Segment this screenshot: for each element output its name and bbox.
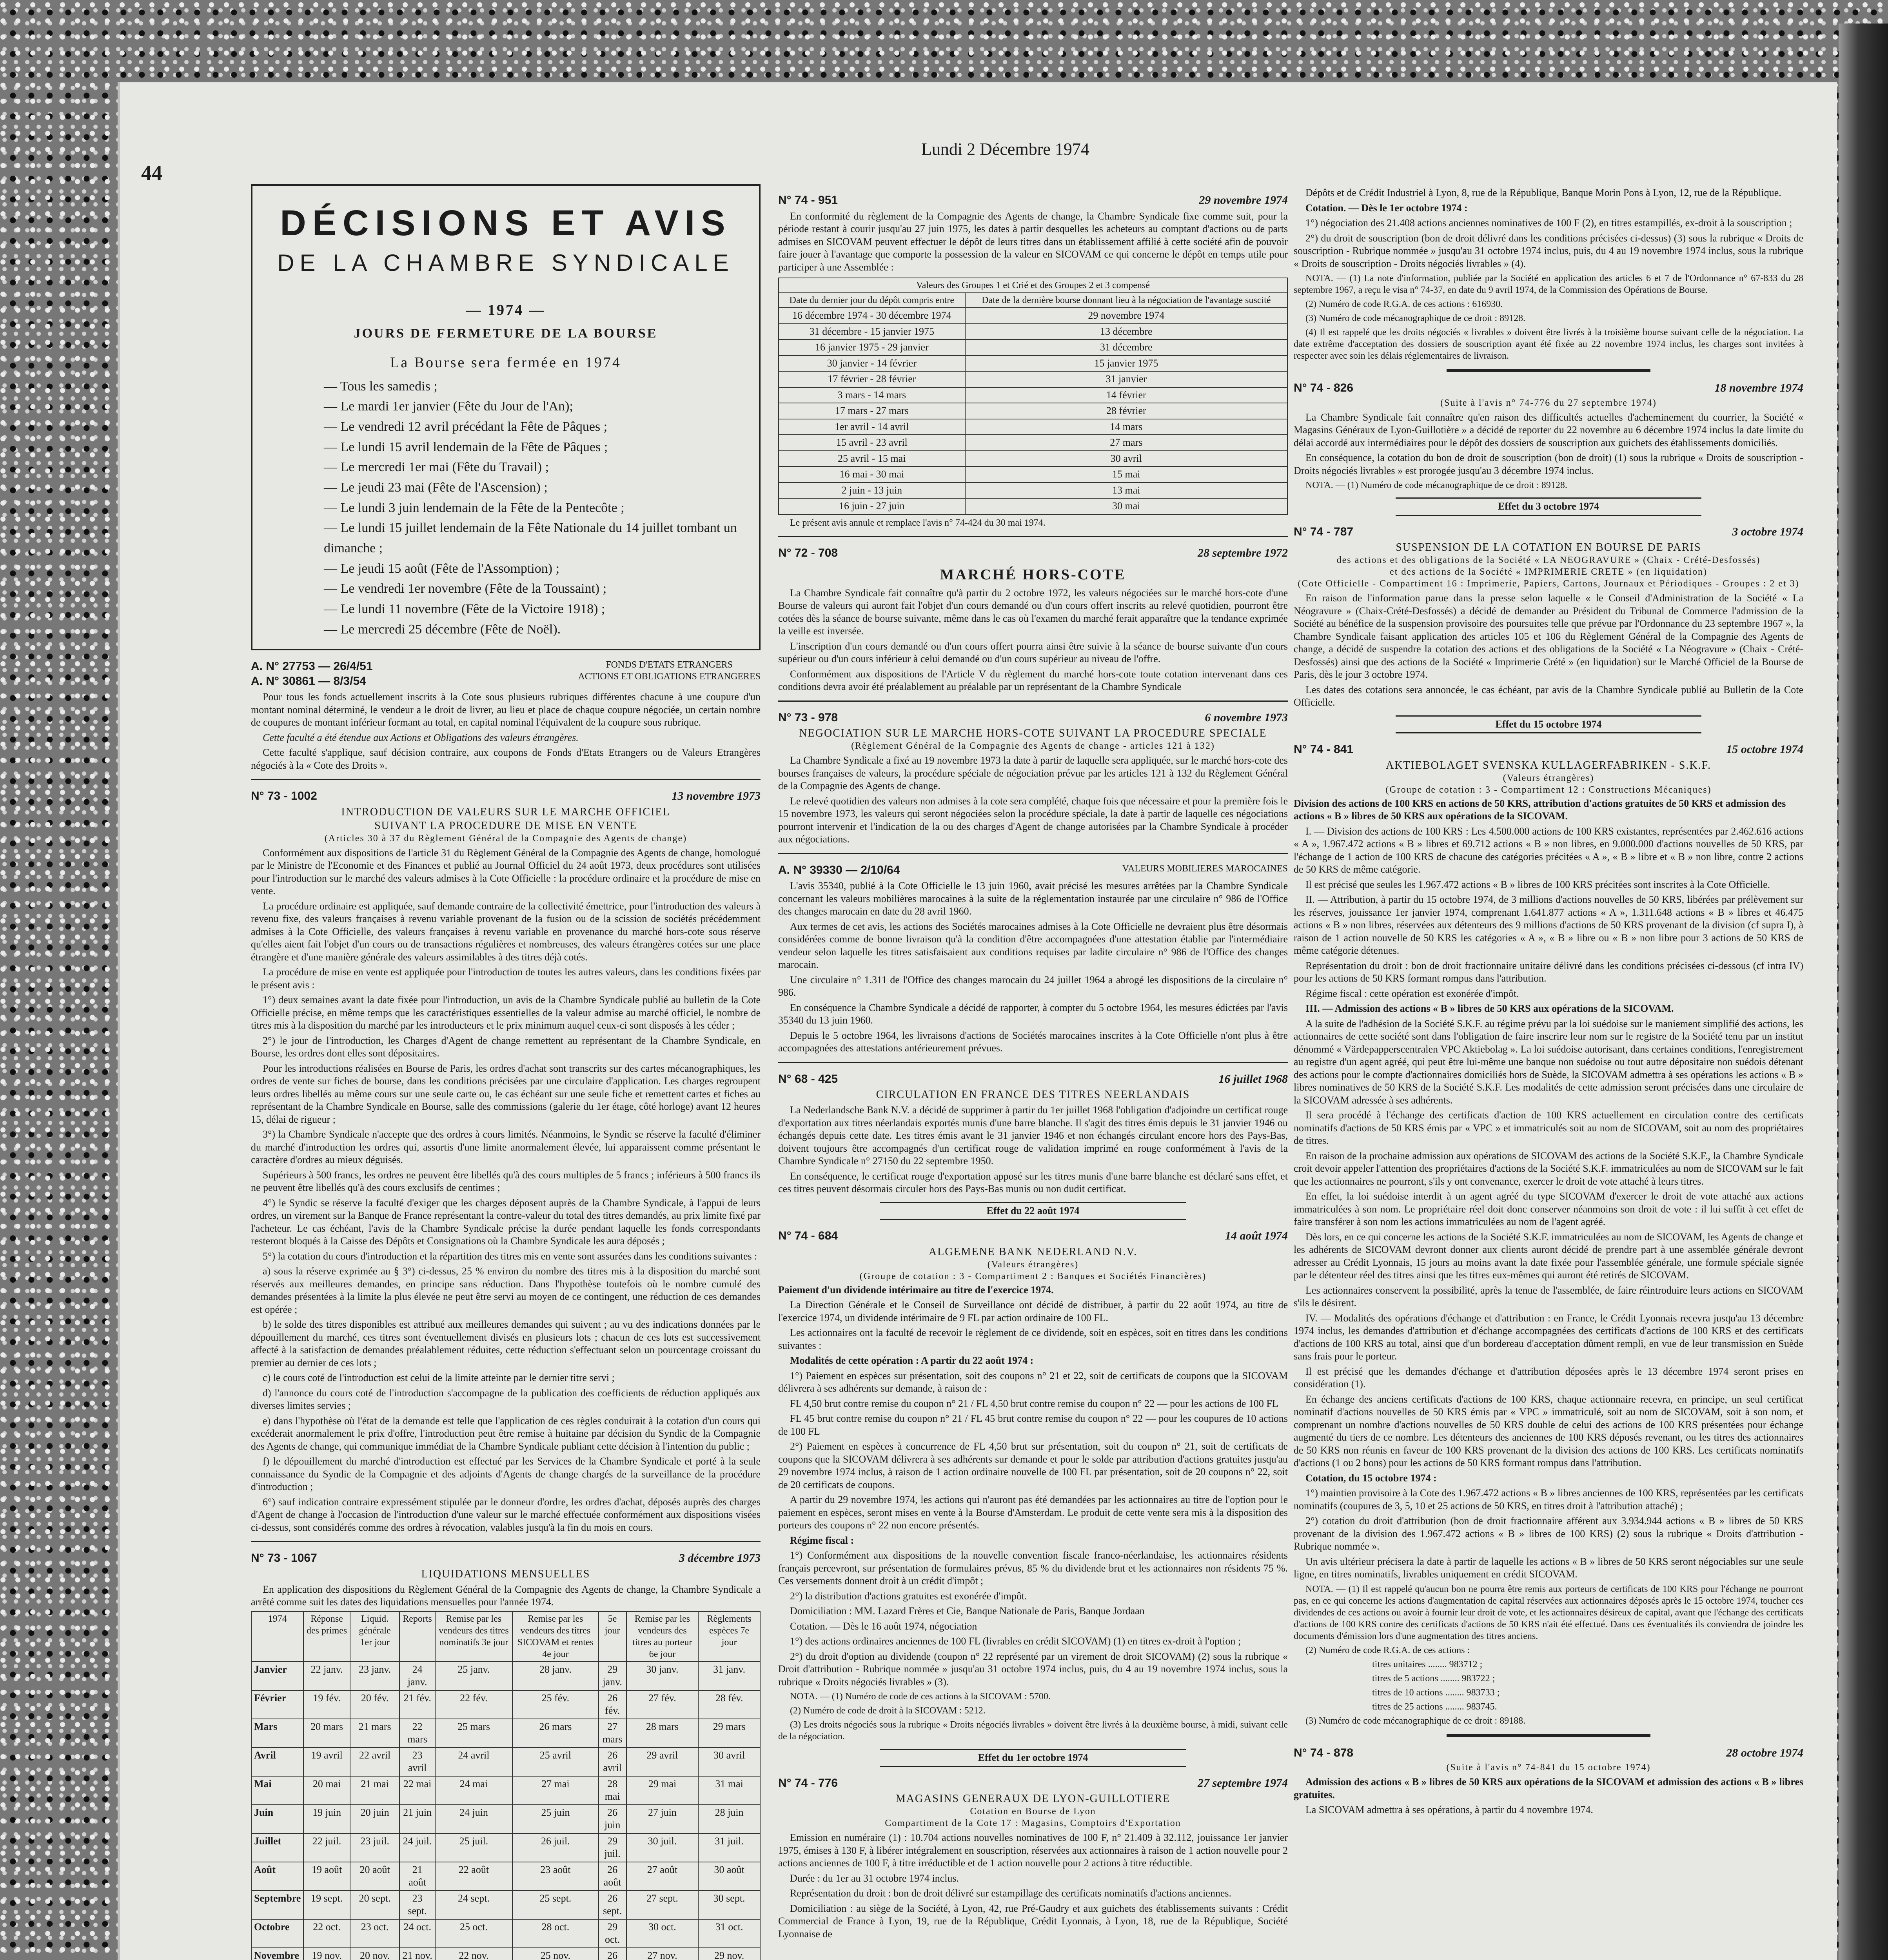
table-cell: 27 mai (512, 1776, 599, 1805)
column-middle: N° 74 - 951 29 novembre 1974 En conformité du règlement de la Compagnie des Agents de change, la Chambre Syndicale fixe comme suit, pour la période restant à courir jusqu'au 27 juin 1975, les dates à partir desquelles les acheteurs au comptant d'actions ou de parts admises en SICOVAM peuvent effectuer le dépôt de leurs titres dans un établissement affilié à cette société afin de pouvoir faire jouer à l'avantage que comporte la possession de la valeur en SICOVAM ce qui concerne le dépôt en temps utile pour participer à une Assemblée : Valeurs des Groupes 1 et Crié et des Groupes 2 et 3 compensé Date du dernier jour du dépôt compris entre Date de la dernière bourse donnant lieu à la négociation de l'avantage suscité 16 décembre 1974 - 30 décembre 1974 29 novembre 1974 31 décembre - 15 janvier 1975 13 décembre 16 janvier 1975 - 29 janvier 31 décembre 30 janvier - 14 février 15 janvier 1975 17 février - 28 février 31 janvier 3 mars - 14 mars 14 février 17 mars - 27 mars 28 février 1er avril - 14 avril 14 mars 15 avril - 23 avril 27 mars 25 avril - 15 mai 30 avril 16 mai - 30 mai 15 mai 2 juin - 13 juin 13 mai 16 juin - 27 juin 30 mai Le présent avis annule et remplace l'avis n° 74-424 du 30 mai 1974. N° 72 - 708 28 septembre 1972 MARCHÉ HORS-COTE La Chambre Syndicale fait connaître qu'à partir du 2 octobre 1972, les valeurs négociées sur le marché hors-cote d'une Bourse de valeurs qui auront fait l'objet d'un cours demandé ou d'un cours offert inscrits au relevé quotidien, pourront être cotées dès la séance de bourse suivante, même dans le cas où l'examen du marché ferait apparaître que la tendance exprimée la veille est inversée. L'inscription d'un cours demandé ou d'un cours offert pourra ainsi être suivie à la séance de bourse suivante d'un cours supérieur ou d'un cours inférieur à celui demandé ou d'un cours supérieur au niveau de l'offre. Conformément aux dispositions de l'Article V du règlement du marché hors-cote toute cotation intervenant dans ces conditions devra avoir été préalablement au préalable par un représentant de la Chambre Syndicale N° 73 - 978 6 novembre 1973 NEGOCIATION SUR LE MARCHE HORS-COTE SUIVANT LA PROCEDURE SPECIALE (Règlement Général de la Compagnie des Agents de change - articles 121 à 132) La Chambre Syndicale a fixé au 19 novembre 1973 la date à partir de laquelle sera appliquée, sur le marché hors-cote des bourses françaises de valeurs, la procédure spéciale de négociation prévue par les articles 121 à 132 du Règlement Général de la Compagnie des Agents de change. Le relevé quotidien des valeurs non admises à la cote sera complété, chaque fois que nécessaire et pour la première fois le 15 novembre 1973, les valeurs qui seront négociées selon la procédure spéciale, la date à partir de laquelle ces négociations pourront intervenir et l'indication de la ou des charges d'Agent de change autorisées par la Chambre Syndicale à procéder aux négociations. A. N° 39330 — 2/10/64 VALEURS MOBILIERES MAROCAINES L'avis 35340, publié à la Cote Officielle le 13 juin 1960, avait précisé les mesures arrêtées par la Chambre Syndicale concernant les valeurs mobilières marocaines à la suite de la réglementation instaurée par une circulaire n° 986 de l'Office des changes marocain en date du 28 avril 1960. Aux termes de cet avis, les actions des Sociétés marocaines admises à la Cote Officielle ne devraient plus être désormais considérées comme de bonne livraison qu'à la condition d'être accompagnées d'une attestation établie par l'intermédiaire vendeur selon laquelle les titres satisfaisaient aux conditions requises par ladite circulaire n° 986 de l'Office des changes marocain. Une circulaire n° 1.311 de l'Office des changes marocain du 24 juillet 1964 a abrogé les dispositions de la circulaire n° 986. En conséquence la Chambre Syndicale a décidé de rapporter, à compter du 5 octobre 1964, les mesures édictées par l'avis 35340 du 13 juin 1960. Depuis le 5 octobre 1964, les livraisons d'actions de Sociétés marocaines inscrites à la Cote Officielle n'ont plus à être accompagnées des attestations antérieurement prévues. N° 68 - 425 16 juillet 1968 CIRCULATION EN FRANCE DES TITRES NEERLANDAIS La Nederlandsche Bank N.V. a décidé de supprimer à partir du 1er juillet 1968 l'obligation d'adjoindre un certificat rouge d'exportation aux titres néerlandais exportés munis d'une barre blanche. Il s'agit des titres émis depuis le 31 janvier 1946 ou échangés depuis cette date. Les titres émis avant le 31 janvier 1946 et non échangés circulant encore hors des Pays-Bas, doivent toujours être accompagnés d'un certificat rouge de validation imprimé en rouge conformément à l'avis de la Chambre Syndicale n° 27150 du 22 septembre 1950. En conséquence, le certificat rouge d'exportation apposé sur les titres munis d'une barre blanche est déclaré sans effet, et ces titres peuvent désormais circuler hors des Pays-Bas munis ou non dudit certificat. Effet du 22 août 1974 N° 74 - 684 14 août 1974 ALGEMENE BANK NEDERLAND N.V. (Valeurs étrangères) (Groupe de cotation : 3 - Compartiment 2 : Banques et Sociétés Financières) Paiement d'un dividende intérimaire au titre de l'exercice 1974. La Direction Générale et le Conseil de Surveillance ont décidé de distribuer, à partir du 22 août 1974, au titre de l'exercice 1974, un dividende intérimaire de 9 FL par action ordinaire de 100 FL. Les actionnaires ont la faculté de recevoir le règlement de ce dividende, soit en espèces, soit en titres dans les conditions suivantes : Modalités de cette opération : A partir du 22 août 1974 : 1°) Paiement en espèces sur présentation, soit des coupons n° 21 et 22, soit de certificats de coupons que la SICOVAM délivrera à ses adhérents sur demande, à raison de : FL 4,50 brut contre remise du coupon n° 21 / FL 4,50 brut contre remise du coupon n° 22 — pour les actions de 100 FL FL 45 brut contre remise du coupon n° 21 / FL 45 brut contre remise du coupon n° 22 — pour les coupures de 10 actions de 100 FL 2°) Paiement en espèces à concurrence de FL 4,50 brut sur présentation, soit du coupon n° 21, soit de certificats de coupons que la SICOVAM délivrera à ses adhérents sur demande et pour le solde par attribution d'actions gratuites jusqu'au 29 novembre 1974 inclus, à raison de 1 action ordinaire nouvelle de 100 FL par présentation, soit de 20 coupons n° 22, soit de 20 certificats de coupons. A partir du 29 novembre 1974, les actions qui n'auront pas été demandées par les actionnaires au titre de l'option pour le paiement en espèces, seront mises en vente à la Bourse d'Amsterdam. Le produit de cette vente sera mis à la disposition des porteurs des coupons n° 22 non encore présentés. Régime fiscal : 1°) Conformément aux dispositions de la nouvelle convention fiscale franco-néerlandaise, les actionnaires résidents français percevront, sur présentation de formulaires prévus, 85 % du dividende brut et les actionnaires non résidents 75 %. Ces versements donnent droit à un crédit d'impôt ; 2°) la distribution d'actions gratuites est exonérée d'impôt. Domiciliation : MM. Lazard Frères et Cie, Banque Nationale de Paris, Banque Jordaan Cotation. — Dès le 16 août 1974, négociation 1°) des actions ordinaires anciennes de 100 FL (livrables en crédit SICOVAM) (1) en titres ex-droit à l'option ; 2°) du droit d'option au dividende (coupon n° 22 représenté par un virement de droit SICOVAM) (2) sous la rubrique « Droit d'attribution - Rubrique nommée » jusqu'au 31 octobre 1974 inclus, puis, du 4 au 19 novembre 1974 inclus, sous la rubrique « Droits négociés livrables » (3). NOTA. — (1) Numéro de code de ces actions à la SICOVAM : 5700. (2) Numéro de code de droit à la SICOVAM : 5212. (3) Les droits négociés sous la rubrique « Droits négociés livrables » doivent être livrés à la deuxième bourse, à midi, suivant celle de la négociation. Effet du 1er octobre 1974 N° 74 - 776 27 septembre 1974 MAGASINS GENERAUX DE LYON-GUILLOTIERE Cotation en Bourse de Lyon Compartiment de la Cote 17 : Magasins, Comptoirs d'Exportation Emission en numéraire (1) : 10.704 actions nouvelles nominatives de 100 F, n° 21.409 à 32.112, jouissance 1er janvier 1975, émises à 130 F, à libérer intégralement en souscription, réservées aux actionnaires à raison de 1 action nouvelle pour 2 actions anciennes de 100 F, à titre irréductible et de 1 action nouvelle pour 2 actions à titre réductible. Durée : du 1er au 31 octobre 1974 inclus. Représentation du droit : bon de droit délivré sur estampillage des certificats nominatifs d'actions anciennes. Domiciliation : au siège de la Société, à Lyon, 42, rue Pré-Gaudry et aux guichets des établissements suivants : Crédit Commercial de France à Lyon, 19, rue de la République, Crédit Lyonnais, à Lyon, 18, rue de la République, Société Lyonnaise de (778, 194, 1288, 1940)
table-cell: 14 mars (965, 419, 1287, 435)
table-cell: 13 décembre (965, 324, 1287, 340)
page-subtitle: DE LA CHAMBRE SYNDICALE (277, 250, 734, 276)
table-cell: 22 nov. (435, 1948, 512, 1960)
notice-note: Le présent avis annule et remplace l'avis n° 74-424 du 30 mai 1974. (790, 517, 1046, 528)
notice-ref: N° 74 - 776 27 septembre 1974 (778, 1776, 1288, 1789)
table-cell: 26 mars (512, 1719, 599, 1748)
table-cell: 21 fév. (399, 1690, 435, 1719)
table-cell: 28 oct. (512, 1919, 599, 1948)
table-cell: 30 oct. (626, 1919, 699, 1948)
notice-title: SUSPENSION DE LA COTATION EN BOURSE DE PARIS (1396, 541, 1701, 554)
table-cell: 26 fév. (599, 1690, 626, 1719)
table-cell: Janvier (251, 1662, 303, 1690)
table-row (779, 403, 1287, 419)
table-cell: 19 juin (303, 1805, 350, 1833)
book-spine-shadow (1839, 24, 1888, 1960)
effective-date-banner: Effet du 22 août 1974 (880, 1202, 1186, 1220)
table-cell: Juin (251, 1805, 303, 1833)
table-cell: 22 fév. (435, 1690, 512, 1719)
table-row (251, 1805, 760, 1833)
notice-title: MAGASINS GENERAUX DE LYON-GUILLOTIERE (895, 1793, 1171, 1805)
closed-day-item: — Le lundi 15 avril lendemain de la Fête de Pâques ; (324, 437, 750, 457)
notice-ref: N° 74 - 826 18 novembre 1974 (1294, 381, 1803, 394)
closed-day-item: — Le lundi 3 juin lendemain de la Fête de la Pentecôte ; (324, 498, 750, 518)
table-cell: 26 juil. (512, 1833, 599, 1862)
table-cell: Août (251, 1862, 303, 1891)
table-cell: 16 janvier 1975 - 29 janvier (779, 339, 965, 356)
table-cell: 28 janv. (512, 1662, 599, 1690)
table-header-cell: Remise par les vendeurs des titres au porteur 6e jour (626, 1612, 699, 1662)
table-cell: 25 mars (435, 1719, 512, 1748)
table-cell: 20 fév. (350, 1690, 400, 1719)
table-cell: 30 avril (965, 451, 1287, 467)
year-line: — 1974 — (466, 302, 546, 318)
table-cell: 25 juin (512, 1805, 599, 1833)
table-cell: 2 juin - 13 juin (779, 483, 965, 499)
table-cell: 22 avril (350, 1748, 400, 1776)
table-cell: 29 oct. (599, 1919, 626, 1948)
table-cell: 23 sept. (399, 1891, 435, 1919)
page-title: DÉCISIONS ET AVIS (280, 203, 732, 243)
table-cell: 19 avril (303, 1748, 350, 1776)
table-cell: Novembre (251, 1948, 303, 1960)
table-cell: Juillet (251, 1833, 303, 1862)
table-cell: 24 janv. (399, 1662, 435, 1690)
notice-ref: N° 74 - 841 15 octobre 1974 (1294, 743, 1803, 756)
table-cell: 24 juil. (399, 1833, 435, 1862)
table-cell: 30 août (698, 1862, 760, 1891)
notice-body: I. — Division des actions de 100 KRS : Les 4.500.000 actions de 100 KRS existantes, représentées par 2.462.616 actions « A », 1.967.472 actions « B » libres et 69.712 actions « B » non libres, en 9.000.000 d'actions nouvelles de 50 KRS, par l'échange de 1 action de 100 KRS de chacune des catégories précitées « A », « B » libre et « B » non libre, contre 2 actions de 50 KRS de même catégorie. Il est précisé que seules les 1.967.472 actions « B » libres de 100 KRS précitées sont inscrites à la Cote Officielle. II. — Attribution, à partir du 15 octobre 1974, de 3 millions d'actions nouvelles de 50 KRS, libérées par prélèvement sur les réserves, jouissance 1er janvier 1974, comprenant 1.641.877 actions « A », 1.311.648 actions « B » libres et 46.475 actions « B » non libres, réservées aux détenteurs des 9 millions d'actions de 50 KRS provenant de la division (cf supra I), à raison de 1 action nouvelle de 50 KRS les catégories « A », « B » libre ou « B » non libre pour 3 actions de 50 KRS de même catégorie détenues. Représentation du droit : bon de droit fractionnaire unitaire délivré dans les conditions précisées ci-dessous (cf intra IV) pour les actions de 50 KRS formant rompus dans l'attribution. Régime fiscal : cette opération est exonérée d'impôt. III. — Admission des actions « B » libres de 50 KRS aux opérations de la SICOVAM. A la suite de l'adhésion de la Société S.K.F. au régime prévu par la loi suédoise sur le maniement simplifié des actions, les actionnaires de cette société sont dans l'obligation de faire inscrire leur nom sur le registre de la Société tenu par un institut dénommé « Värdepapperscentralen VPC Aktiebolag ». La loi suédoise autorisant, dans certaines conditions, l'enregistrement au registre d'un agent agréé, qui peut être lui-même une banque non suédoise ou tout autre dépositaire non suédois détenant des actions pour le compte d'actionnaires domiciliés hors de Suède, la SICOVAM admettra à ses opérations les actions « B » libres nominatives de 50 KRS de la Société S.K.F. Les modalités de cette admission seront précisées dans une circulaire de la SICOVAM adressée à ses adhérents. Il sera procédé à l'échange des certificats d'action de 100 KRS actuellement en circulation contre des certificats nominatifs d'actions de 50 KRS émis par « VPC » et immatriculés soit au nom de SICOVAM, soit au nom des propriétaires de titres. En raison de la prochaine admission aux opérations de SICOVAM des actions de la Société S.K.F., la Chambre Syndicale croit devoir appeler l'attention des propriétaires d'actions de la Société S.K.F. immatriculées au nom de SICOVAM sur le fait que les actionnaires ne pourront, s'ils y ont convenance, exercer le droit de vote attaché à leurs titres. En effet, la loi suédoise interdit à un agent agréé du type SICOVAM d'exercer le droit de vote attaché aux actions immatriculées à son nom. Le propriétaire réel doit donc conserver néanmoins son droit de vote : il lui suffit à cet effet de faire transférer à son nom les actions immatriculées au nom de l'agent agréé. Dès lors, en ce qui concerne les actions de la Société S.K.F. immatriculées au nom de SICOVAM, les Agents de change et les adhérents de SICOVAM devront donner aux clients auront décidé de prendre part à une assemblée générale devront adresser au Crédit Lyonnais, 15 jours au moins avant la date fixée pour l'assemblée générale, une formule spéciale signée par le détenteur réel des titres ainsi que les titres eux-mêmes qui auront été retirés de SICOVAM. Les actionnaires conservent la possibilité, après la tenue de l'assemblée, de faire réintroduire leurs actions en SICOVAM s'ils le désirent. IV. — Modalités des opérations d'échange et d'attribution : en France, le Crédit Lyonnais recevra jusqu'au 13 décembre 1974 inclus, les demandes d'attribution et d'échange accompagnées des certificats d'actions de 100 KRS et des certificats d'actions de 100 KRS au total, ainsi que d'un bordereau d'acceptation dûment rempli, en vue de leur transmission en Suède sans frais pour le porteur. Il est précisé que les demandes d'échange et d'attribution déposées après le 13 décembre 1974 seront prises en considération (1). En échange des anciens certificats d'actions de 100 KRS, chaque actionnaire recevra, en principe, un seul certificat nominatif d'actions nouvelles de 50 KRS émis par « VPC » immatriculé, soit au nom de SICOVAM, soit à son nom, et comprenant un nombre d'actions nouvelles de 50 KRS double de celui des actions de 100 KRS présentées pour échange augmenté du tiers de ce nombre. Les détenteurs des anciennes de 100 KRS déposés revenant, ou les titres des actionnaires de 50 KRS non réunis en faveur de 100 KRS provenant de la division des actions de 100 KRS. Les certificats nominatifs d'actions (1 ou 2 bons) pour les actions de 50 KRS formant rompus dans l'attribution. (1294, 825, 1803, 1468)
table-cell: 31 janv. (698, 1662, 760, 1690)
table-cell: 21 juin (399, 1805, 435, 1833)
table-cell: Mai (251, 1776, 303, 1805)
table-cell: 24 avril (435, 1748, 512, 1776)
table-row (779, 324, 1287, 340)
table-cell: 30 mai (965, 498, 1287, 514)
table-cell: 29 janv. (599, 1662, 626, 1690)
notice-ref: N° 73 - 1067 3 décembre 1973 (251, 1552, 761, 1565)
notice-paragraph: Cette faculté s'applique, sauf décision contraire, aux coupons de Fonds d'Etats Etrangers ou de Valeurs Etrangères négociés à la « Cote des Droits ». (251, 747, 761, 771)
table-row (251, 1662, 760, 1690)
closed-day-item: — Le lundi 11 novembre (Fête de la Victoire 1918) ; (324, 599, 750, 619)
table-cell: 29 juil. (599, 1833, 626, 1862)
table-cell: 25 avril - 15 mai (779, 451, 965, 467)
notice-ref: A. N° 27753 — 26/4/51 A. N° 30861 — 8/3/54 FONDS D'ETATS ETRANGERS ACTIONS ET OBLIGATIONS ETRANGERES (251, 660, 761, 688)
table-cell: 27 nov. (626, 1948, 699, 1960)
table-cell: Avril (251, 1748, 303, 1776)
table-cell: 31 mai (698, 1776, 760, 1805)
table-row (251, 1690, 760, 1719)
table-cell: 16 mai - 30 mai (779, 466, 965, 483)
closing-intro: La Bourse sera fermée en 1974 (390, 354, 621, 371)
notice-body: Conformément aux dispositions de l'article 31 du Règlement Général de la Compagnie des Agents de change, homologué par le Ministre de l'Economie et des Finances et publié au Journal Officiel du 24 août 1973, deux procédures sont utilisées pour l'introduction sur le marché des valeurs admises à la Cote Officielle : la procédure ordinaire et la procédure de mise en vente. La procédure ordinaire est appliquée, sauf demande contraire de la collectivité émettrice, pour l'introduction des valeurs à revenu fixe, des valeurs françaises à revenu variable provenant de la fusion ou de la scission de sociétés précédemment admises à la Cote Officielle, des valeurs françaises à revenu variable en provenance du marché hors-cote sous réserve qu'elles aient fait l'objet d'un cours ou de transactions régulières et nombreuses, des valeurs étrangères cotées sur une place étrangère et d'une manière générale des valeurs assimilables à des titres déjà cotés. La procédure de mise en vente est appliquée pour l'introduction de toutes les autres valeurs, dans les conditions fixées par le présent avis : 1°) deux semaines avant la date fixée pour l'introduction, un avis de la Chambre Syndicale publié au bulletin de la Cote Officielle précise, en même temps que les caractéristiques essentielles de la valeur admise au marché officiel, le nombre de titres mis à la disposition du marché par les introducteurs et le prix minimum auquel ceux-ci sont disposés à les céder ; 2°) le jour de l'introduction, les Charges d'Agent de change remettent au représentant de la Chambre Syndicale, en Bourse, les ordres dont elles sont dépositaires. Pour les introductions réalisées en Bourse de Paris, les ordres d'achat sont transcrits sur des cartes mécanographiques, les ordres de vente sur fiches de bourse, dans les conditions précisées par une circulaire d'application. Les charges regroupent leurs ordres libellés au même cours sur une seule carte ou, le cas échéant sur une seule fiche et remettent cartes et fiches au représentant de la Chambre Syndicale en Bourse, salle des commissions (galerie du 1er étage, côté horloge) avant 12 heures 15, délai de rigueur ; 3°) la Chambre Syndicale n'accepte que des ordres à cours limités. Néanmoins, le Syndic se réserve la faculté d'éliminer du marché d'introduction les ordres qui, assortis d'une limite anormalement élevée, lui apparaissent comme présentant le caractère d'ordres au mieux déguisés. Supérieurs à 500 francs, les ordres ne peuvent être libellés qu'à des cours multiples de 5 francs ; inférieurs à 500 francs ils ne peuvent être libellés qu'à des cours exclusifs de centimes ; 4°) le Syndic se réserve la faculté d'exiger que les charges déposent auprès de la Chambre Syndicale, à l'appui de leurs ordres, un virement sur la Banque de France représentant la contre-valeur du total des titres demandés, au prix limite fixé par l'acheteur. Le cas échéant, l'avis de la Chambre Syndicale précise la durée pendant laquelle les fonds correspondants resteront bloqués à la Caisse des Dépôts et Consignations où la Chambre Syndicale les aura déposés ; 5°) la cotation du cours d'introduction et la répartition des titres mis en vente sont assurées dans les conditions suivantes : a) sous la réserve exprimée au § 3°) ci-dessus, 25 % environ du nombre des titres mis à la disposition du marché sont réservés aux meilleures demandes, en principe sans réduction. Dans l'hypothèse toutefois où le nombre cumulé des demandes présentées à la limite la plus élevée ne peut être servi au moyen de ce contingent, une réduction de ces demandes est opérée ; b) le solde des titres disponibles est attribué aux meilleures demandes qui suivent ; au vu des indications données par le dépouillement du marché, ces titres sont éventuellement divisés en plusieurs lots ; chacun de ces lots est successivement affecté à la satisfaction de demandes préalablement réduites, cette réduction s'effectuant selon un pourcentage croissant du premier au dernier de ces lots ; c) le cours coté de l'introduction est celui de la limite atteinte par le dernier titre servi ; d) l'annonce du cours coté de l'introduction s'accompagne de la publication des coefficients de réduction appliqués aux diverses limites servies ; e) dans l'hypothèse où l'état de la demande est telle que l'application de ces règles conduirait à la cotation d'un cours qui excéderait anormalement le prix d'offre, l'introduction peut être remise à huitaine par décision du Syndic de la Compagnie des Agents de change, qui communique immédiat de la Chambre Syndicale publiant cette décision à l'intention du public ; f) le dépouillement du marché d'introduction est effectué par les Services de la Chambre Syndicale et porté à la seule connaissance du Syndic de la Compagnie et des adjoints d'Agents de change chargés de la surveillance de la procédure d'introduction ; 6°) sauf indication contraire expressément stipulée par le donneur d'ordre, les ordres d'achat, déposés auprès des charges d'Agent de change à l'occasion de l'introduction d'une valeur sur le marché effectuée conformément aux dispositions visées ci-dessus, sont considérés comme des ordres à révocation, valables jusqu'à la fin du mois en cours. (251, 847, 761, 1533)
table-cell: 20 juin (350, 1805, 400, 1833)
table-header-cell: 1974 (251, 1612, 303, 1662)
table-cell: 27 fév. (626, 1690, 699, 1719)
table-cell: 31 juil. (698, 1833, 760, 1862)
page-number: 44 (141, 161, 162, 185)
table-cell: 22 mars (399, 1719, 435, 1748)
table-cell: 28 juin (698, 1805, 760, 1833)
table-cell: 19 nov. (303, 1948, 350, 1960)
table-cell: 31 janvier (965, 371, 1287, 387)
notice-body: La Direction Générale et le Conseil de Surveillance ont décidé de distribuer, à partir du 22 août 1974, au titre de l'exercice 1974, un dividende intérimaire de 9 FL par action ordinaire de 100 FL. Les actionnaires ont la faculté de recevoir le règlement de ce dividende, soit en espèces, soit en titres dans les conditions suivantes : Modalités de cette opération : A partir du 22 août 1974 : 1°) Paiement en espèces sur présentation, soit des coupons n° 21 et 22, soit de certificats de coupons que la SICOVAM délivrera à ses adhérents sur demande, à raison de : FL 4,50 brut contre remise du coupon n° 21 / FL 4,50 brut contre remise du coupon n° 22 — pour les actions de 100 FL FL 45 brut contre remise du coupon n° 21 / FL 45 brut contre remise du coupon n° 22 — pour les coupures de 10 actions de 100 FL 2°) Paiement en espèces à concurrence de FL 4,50 brut sur présentation, soit du coupon n° 21, soit de certificats de coupons que la SICOVAM délivrera à ses adhérents sur demande et pour le solde par attribution d'actions gratuites jusqu'au 29 novembre 1974 inclus, à raison de 1 action ordinaire nouvelle de 100 FL par présentation, soit de 20 coupons n° 22, soit de 20 certificats de coupons. A partir du 29 novembre 1974, les actions qui n'auront pas été demandées par les actionnaires au titre de l'option pour le paiement en espèces, seront mises en vente à la Bourse d'Amsterdam. Le produit de cette vente sera mis à la disposition des porteurs des coupons n° 22 non encore présentés. Régime fiscal : 1°) Conformément aux dispositions de la nouvelle convention fiscale franco-néerlandaise, les actionnaires résidents français percevront, sur présentation de formulaires prévus, 85 % du dividende brut et les actionnaires non résidents 75 %. Ces versements donnent droit à un crédit d'impôt ; 2°) la distribution d'actions gratuites est exonérée d'impôt. Domiciliation : MM. Lazard Frères et Cie, Banque Nationale de Paris, Banque Jordaan Cotation. — Dès le 16 août 1974, négociation 1°) des actions ordinaires anciennes de 100 FL (livrables en crédit SICOVAM) (1) en titres ex-droit à l'option ; 2°) du droit d'option au dividende (coupon n° 22 représenté par un virement de droit SICOVAM) (2) sous la rubrique « Droit d'attribution - Rubrique nommée » jusqu'au 31 octobre 1974 inclus, puis, du 4 au 19 novembre 1974 inclus, sous la rubrique « Droits négociés livrables » (3). NOTA. — (1) Numéro de code de ces actions à la SICOVAM : 5700. (2) Numéro de code de droit à la SICOVAM : 5212. (3) Les droits négociés sous la rubrique « Droits négociés livrables » doivent être livrés à la deuxième bourse, à midi, suivant celle de la négociation. (778, 1299, 1288, 1742)
table-row (251, 1919, 760, 1948)
table-cell: 29 novembre 1974 (965, 308, 1287, 324)
table-row (779, 419, 1287, 435)
table-cell: 24 oct. (399, 1919, 435, 1948)
table-cell: 29 mars (698, 1719, 760, 1748)
table-row (251, 1891, 760, 1919)
effective-date-banner: Effet du 1er octobre 1974 (880, 1749, 1186, 1767)
table-cell: 31 oct. (698, 1919, 760, 1948)
table-cell: 3 mars - 14 mars (779, 387, 965, 403)
closed-day-item: — Le vendredi 1er novembre (Fête de la Toussaint) ; (324, 579, 750, 599)
notice-paragraph: Pour tous les fonds actuellement inscrits à la Cote sous plusieurs rubriques différentes chacune à une coupure d'un montant nominal déterminé, le vendeur a le droit de livrer, au lieu et place de chaque coupure négociée, un certain nombre de coupures de montant inférieur formant au total, en capital nominal l'équivalent de la coupure sous rubrique. (251, 691, 761, 728)
table-cell: 26 août (599, 1862, 626, 1891)
table-cell: 13 mai (965, 483, 1287, 499)
table-row (779, 498, 1287, 514)
notice-paragraph: En application des dispositions du Règlement Général de la Compagnie des Agents de change, la Chambre Syndicale a arrêté comme suit les dates des liquidations mensuelles pour l'année 1974. (251, 1583, 761, 1608)
notice-title: ALGEMENE BANK NEDERLAND N.V. (928, 1245, 1138, 1258)
table-cell: 24 juin (435, 1805, 512, 1833)
notice-ref: N° 68 - 425 16 juillet 1968 (778, 1072, 1288, 1085)
table-cell: 22 juil. (303, 1833, 350, 1862)
table-cell: 17 mars - 27 mars (779, 403, 965, 419)
table-row (779, 451, 1287, 467)
table-cell: 22 janv. (303, 1662, 350, 1690)
table-cell: 25 oct. (435, 1919, 512, 1948)
table-header-cell: Règlements espèces 7e jour (698, 1612, 760, 1662)
notice-ref: N° 74 - 684 14 août 1974 (778, 1229, 1288, 1242)
table-cell: 29 mai (626, 1776, 699, 1805)
notice-paragraph: En conformité du règlement de la Compagnie des Agents de change, la Chambre Syndicale fixe comme suit, pour la période restant à courir jusqu'au 27 juin 1975, les dates à partir desquelles les acheteurs au comptant d'actions ou de parts admises en SICOVAM peuvent effectuer le dépôt de leurs titres dans un établissement affilié à cette société afin de pouvoir faire jouer à l'avantage que comporte la possession de la valeur en SICOVAM ce qui concerne le dépôt en temps utile pour participer à une Assemblée : (778, 210, 1288, 273)
table-cell: 25 sept. (512, 1891, 599, 1919)
table-row (779, 356, 1287, 372)
notice-subtitle: (Règlement Général de la Compagnie des Agents de change - articles 121 à 132) (851, 741, 1215, 751)
closing-heading: JOURS DE FERMETURE DE LA BOURSE (354, 326, 658, 341)
closed-day-item: — Le vendredi 12 avril précédant la Fête de Pâques ; (324, 417, 750, 437)
table-cell: 21 mars (350, 1719, 400, 1748)
table-cell: 16 juin - 27 juin (779, 498, 965, 514)
table-cell: 28 fév. (698, 1690, 760, 1719)
table-cell: 30 sept. (698, 1891, 760, 1919)
table-cell: 23 août (512, 1862, 599, 1891)
table-row (779, 435, 1287, 451)
closed-day-item: — Le mardi 1er janvier (Fête du Jour de l'An); (324, 396, 750, 417)
table-cell: 23 janv. (350, 1662, 400, 1690)
table-cell: 25 nov. (512, 1948, 599, 1960)
column-right: Dépôts et de Crédit Industriel à Lyon, 8, rue de la République, Banque Morin Pons à Lyon, 12, rue de la République. Cotation. — Dès le 1er octobre 1974 : 1°) négociation des 21.408 actions anciennes nominatives de 100 F (2), en titres estampillés, ex-droit à la souscription ; 2°) du droit de souscription (bon de droit délivré dans les conditions précisées ci-dessus) (3) sous la rubrique « Droits de souscription - Rubrique nommée » jusqu'au 31 octobre 1974 inclus, puis, du 4 au 19 novembre 1974 inclus, sous la rubrique « Droits de souscription - Droits négociés livrables » (4). NOTA. — (1) La note d'information, publiée par la Société en application des articles 6 et 7 de l'Ordonnance n° 67-833 du 28 septembre 1967, a reçu le visa n° 74-37, en date du 9 avril 1974, de la Commission des Opérations de Bourse. (2) Numéro de code R.G.A. de ces actions : 616930. (3) Numéro de code mécanographique de ce droit : 89128. (4) Il est rappelé que les droits négociés « livrables » doivent être livrés à la troisième bourse suivant celle de la négociation. La date extrême d'acceptation des dossiers de souscription ayant été fixée au 22 novembre 1974 inclus, les charges sont invitées à respecter avec soin les délais réglementaires de livraison. N° 74 - 826 18 novembre 1974 (Suite à l'avis n° 74-776 du 27 septembre 1974) La Chambre Syndicale fait connaître qu'en raison des difficultés actuelles d'acheminement du courrier, la Société « Magasins Généraux de Lyon-Guillotière » a décidé de reporter du 22 novembre au 6 décembre 1974 inclus la date limite du délai accordé aux intermédiaires pour le dépôt des dossiers de souscription aux guichets des établissements domiciliés. En conséquence, la cotation du bon de droit de souscription (bon de droit) (1) sous la rubrique « Droits de souscription - Droits négociés livrables » est prorogée jusqu'au 3 décembre 1974 inclus. NOTA. — (1) Numéro de code mécanographique de ce droit : 89128. Effet du 3 octobre 1974 N° 74 - 787 3 octobre 1974 SUSPENSION DE LA COTATION EN BOURSE DE PARIS des actions et des obligations de la Société « LA NEOGRAVURE » (Chaix - Crété-Desfossés) et des actions de la Société « IMPRIMERIE CRETE » (en liquidation) (Cote Officielle - Compartiment 16 : Imprimerie, Papiers, Cartons, Journaux et Périodiques - Groupes : 2 et 3) En raison de l'information parue dans la presse selon laquelle « le Conseil d'Administration de la Société « La Néogravure » (Chaix-Crété-Desfossés) a décidé de demander au Président du Tribunal de Commerce l'admission de la Société au bénéfice de la suspension provisoire des poursuites telle que prévue par l'Ordonnance du 23 septembre 1967 », la Chambre Syndicale faisant application des articles 105 et 106 du Règlement Général de la Compagnie des Agents de change, a décidé de suspendre la cotation des actions et des obligations de la Société « La Néogravure » (Chaix - Crété-Desfossés) ainsi que des actions de la Société « Imprimerie Crété » (en liquidation) sur le Marché Officiel de la Bourse de Paris, dès le jour 3 octobre 1974. Les dates des cotations sera annoncée, le cas échéant, par avis de la Chambre Syndicale publié au Bulletin de la Cote Officielle. Effet du 15 octobre 1974 N° 74 - 841 15 octobre 1974 AKTIEBOLAGET SVENSKA KULLAGERFABRIKEN - S.K.F. (Valeurs étrangères) (Groupe de cotation : 3 - Compartiment 12 : Constructions Mécaniques) Division des actions de 100 KRS en actions de 50 KRS, attribution d'actions gratuites de 50 KRS et admission des actions « B » libres de 50 KRS aux opérations de la SICOVAM. I. — Division des actions de 100 KRS : Les 4.500.000 actions de 100 KRS existantes, représentées par 2.462.616 actions « A », 1.967.472 actions « B » libres et 69.712 actions « B » non libres, en 9.000.000 d'actions nouvelles de 50 KRS, par l'échange de 1 action de 100 KRS de chacune des catégories précitées « A », « B » libre et « B » non libre, contre 2 actions de 50 KRS de même catégorie. Il est précisé que seules les 1.967.472 actions « B » libres de 100 KRS précitées sont inscrites à la Cote Officielle. II. — Attribution, à partir du 15 octobre 1974, de 3 millions d'actions nouvelles de 50 KRS, libérées par prélèvement sur les réserves, jouissance 1er janvier 1974, comprenant 1.641.877 actions « A », 1.311.648 actions « B » libres et 46.475 actions « B » non libres, réservées aux détenteurs des 9 millions d'actions de 50 KRS provenant de la division (cf supra I), à raison de 1 action nouvelle de 50 KRS les catégories « A », « B » libre ou « B » non libre pour 3 actions de 50 KRS de même catégorie détenues. Représentation du droit : bon de droit fractionnaire unitaire délivré dans les conditions précisées ci-dessous (cf intra IV) pour les actions de 50 KRS formant rompus dans l'attribution. Régime fiscal : cette opération est exonérée d'impôt. III. — Admission des actions « B » libres de 50 KRS aux opérations de la SICOVAM. A la suite de l'adhésion de la Société S.K.F. au régime prévu par la loi suédoise sur le maniement simplifié des actions, les actionnaires de cette société sont dans l'obligation de faire inscrire leur nom sur le registre de la Société tenu par un institut dénommé « Värdepapperscentralen VPC Aktiebolag ». La loi suédoise autorisant, dans certaines conditions, l'enregistrement au registre d'un agent agréé, qui peut être lui-même une banque non suédoise ou tout autre dépositaire non suédois détenant des actions pour le compte d'actionnaires domiciliés hors de Suède, la SICOVAM admettra à ses opérations les actions « B » libres nominatives de 50 KRS de la Société S.K.F. Les modalités de cette admission seront précisées dans une circulaire de la SICOVAM adressée à ses adhérents. Il sera procédé à l'échange des certificats d'action de 100 KRS actuellement en circulation contre des certificats nominatifs d'actions de 50 KRS émis par « VPC » et immatriculés soit au nom de SICOVAM, soit au nom des propriétaires de titres. En raison de la prochaine admission aux opérations de SICOVAM des actions de la Société S.K.F., la Chambre Syndicale croit devoir appeler l'attention des propriétaires d'actions de la Société S.K.F. immatriculées au nom de SICOVAM sur le fait que les actionnaires ne pourront, s'ils y ont convenance, exercer le droit de vote attaché à leurs titres. En effet, la loi suédoise interdit à un agent agréé du type SICOVAM d'exercer le droit de vote attaché aux actions immatriculées à son nom. Le propriétaire réel doit donc conserver néanmoins son droit de vote : il lui suffit à cet effet de faire transférer à son nom les actions immatriculées au nom de l'agent agréé. Dès lors, en ce qui concerne les actions de la Société S.K.F. immatriculées au nom de SICOVAM, les Agents de change et les adhérents de SICOVAM devront donner aux clients auront décidé de prendre part à une assemblée générale devront adresser au Crédit Lyonnais, 15 jours au moins avant la date fixée pour l'assemblée générale, une formule spéciale signée par le détenteur réel des titres ainsi que les titres eux-mêmes qui auront été retirés de SICOVAM. Les actionnaires conservent la possibilité, après la tenue de l'assemblée, de faire réintroduire leurs actions en SICOVAM s'ils le désirent. IV. — Modalités des opérations d'échange et d'attribution : en France, le Crédit Lyonnais recevra jusqu'au 13 décembre 1974 inclus, les demandes d'attribution et d'échange accompagnées des certificats d'actions de 100 KRS et des certificats d'actions de 100 KRS au total, ainsi que d'un bordereau d'acceptation dûment rempli, en vue de leur transmission en Suède sans frais pour le porteur. Il est précisé que les demandes d'échange et d'attribution déposées après le 13 décembre 1974 seront prises en considération (1). En échange des anciens certificats d'actions de 100 KRS, chaque actionnaire recevra, en principe, un seul certificat nominatif d'actions nouvelles de 50 KRS émis par « VPC » immatriculé, soit au nom de SICOVAM, soit à son nom, et comprenant un nombre d'actions nouvelles de 50 KRS double de celui des actions de 100 KRS présentées pour échange augmenté du tiers de ce nombre. Les détenteurs des anciennes de 100 KRS déposés revenant, ou les titres des actionnaires de 50 KRS non réunis en faveur de 100 KRS provenant de la division des actions de 100 KRS. Les certificats nominatifs d'actions (1 ou 2 bons) pour les actions de 50 KRS formant rompus dans l'attribution. Cotation, du 15 octobre 1974 : 1°) maintien provisoire à la Cote des 1.967.472 actions « B » libres anciennes de 100 KRS, représentées par les certificats nominatifs (coupures de 3, 5, 10 et 25 actions de 50 KRS, en titres droit à l'attribution attaché) ; 2°) cotation du droit d'attribution (bon de droit fractionnaire afférent aux 3.934.944 actions « B » libres de 50 KRS provenant de la division des 1.967.472 actions « B » libres de 100 KRS) (2) sous la rubrique « Droits d'attribution - Rubrique nommée ». Un avis ultérieur précisera la date à partir de laquelle les actions « B » libres de 50 KRS seront négociables sur une seule ligne, en titres nominatifs, livrables uniquement en crédit SICOVAM. NOTA. — (1) Il est rappelé qu'aucun bon ne pourra être remis aux porteurs de certificats de 100 KRS pour l'échange ne pourront pas, en ce qui concerne les actions d'augmentation de capital réservées aux actionnaires déposés après le 15 octobre 1974, toucher ces dividendes de ces actions ou avoir à fournir leur droit de vote, et les actionnaires désireux de capital, avant que l'échange des certificats d'actions de 100 KRS contre des certificats d'actions de 50 KRS n'ait été effectué. Dans ces éventualités ils conviendra de joindre les documents d'émission lors d'une augmentation des titres anciens. (2) Numéro de code R.G.A. de ces actions : titres unitaires ........ 983712 ; titres de 5 actions ........ 983722 ; titres de 10 actions ........ 983733 ; titres de 25 actions ........ 983745. (3) Numéro de code mécanographique de ce droit : 89188. N° 74 - 878 28 octobre 1974 (Suite à l'avis n° 74-841 du 15 octobre 1974) Admission des actions « B » libres de 50 KRS aux opérations de la SICOVAM et admission des actions « B » libres gratuites. La SICOVAM admettra à ses opérations, à partir du 4 novembre 1974. (1294, 187, 1803, 1815)
table-cell: 26 avril (599, 1748, 626, 1776)
notice-ref: N° 73 - 1002 13 novembre 1973 (251, 789, 761, 803)
table-cell: 15 avril - 23 avril (779, 435, 965, 451)
table-cell: 22 mai (399, 1776, 435, 1805)
table-cell: 25 avril (512, 1748, 599, 1776)
table-cell: 23 oct. (350, 1919, 400, 1948)
table-cell: 30 avril (698, 1748, 760, 1776)
table-cell: 27 mars (599, 1719, 626, 1748)
table-cell: 25 fév. (512, 1690, 599, 1719)
table-row (251, 1719, 760, 1748)
closing-days-box (251, 184, 761, 650)
notice-ref: A. N° 39330 — 2/10/64 VALEURS MOBILIERES MAROCAINES (778, 863, 1288, 877)
liquidation-table (251, 1611, 761, 1960)
table-row (251, 1748, 760, 1776)
table-cell: 29 nov. (698, 1948, 760, 1960)
table-cell: 27 sept. (626, 1891, 699, 1919)
closed-day-item: — Le mercredi 1er mai (Fête du Travail) ; (324, 457, 750, 477)
table-cell: 31 décembre - 15 janvier 1975 (779, 324, 965, 340)
table-cell: Mars (251, 1719, 303, 1748)
notice-ref: N° 72 - 708 28 septembre 1972 (778, 546, 1288, 559)
table-cell: 22 août (435, 1862, 512, 1891)
table-cell: Septembre (251, 1891, 303, 1919)
closed-day-item: — Le mercredi 25 décembre (Fête de Noël). (324, 619, 750, 640)
table-header-cell: Remise par les vendeurs des titres nominatifs 3e jour (435, 1612, 512, 1662)
notice-ref: N° 73 - 978 6 novembre 1973 (778, 711, 1288, 724)
notice-title: LIQUIDATIONS MENSUELLES (421, 1568, 590, 1580)
table-cell: 25 juil. (435, 1833, 512, 1862)
table-cell: 19 fév. (303, 1690, 350, 1719)
table-row (251, 1833, 760, 1862)
table-cell: 30 juil. (626, 1833, 699, 1862)
table-header-cell: Remise par les vendeurs des titres SICOVAM et rentes 4e jour (512, 1612, 599, 1662)
notice-ref: N° 74 - 951 29 novembre 1974 (778, 194, 1288, 207)
table-cell: 21 nov. (399, 1948, 435, 1960)
table-cell: 21 mai (350, 1776, 400, 1805)
table-cell: 17 février - 28 février (779, 371, 965, 387)
table-cell: 26 (599, 1948, 626, 1960)
table-row (779, 308, 1287, 324)
closed-day-item: — Tous les samedis ; (324, 376, 750, 397)
table-cell: Février (251, 1690, 303, 1719)
table-cell: 24 sept. (435, 1891, 512, 1919)
table-cell: 1er avril - 14 avril (779, 419, 965, 435)
table-cell: 28 mai (599, 1776, 626, 1805)
table-cell: 20 août (350, 1862, 400, 1891)
column-left (251, 184, 761, 1960)
table-cell: 19 sept. (303, 1891, 350, 1919)
notice-subtitle: (Articles 30 à 37 du Règlement Général de la Compagnie des Agents de change) (324, 833, 687, 844)
table-cell: 15 mai (965, 466, 1287, 483)
notice-ref: N° 74 - 878 28 octobre 1974 (1294, 1746, 1803, 1759)
table-cell: 20 mars (303, 1719, 350, 1748)
table-cell: 30 janvier - 14 février (779, 356, 965, 372)
table-row (251, 1948, 760, 1960)
notice-paragraph: Cette faculté a été étendue aux Actions et Obligations des valeurs étrangères. (263, 731, 579, 743)
effective-date-banner: Effet du 3 octobre 1974 (1396, 497, 1701, 516)
table-header-cell: Réponse des primes (303, 1612, 350, 1662)
table-cell: 23 juil. (350, 1833, 400, 1862)
table-cell: 24 mai (435, 1776, 512, 1805)
table-cell: 14 février (965, 387, 1287, 403)
notice-title: SUIVANT LA PROCEDURE DE MISE EN VENTE (374, 819, 637, 832)
table-row (251, 1776, 760, 1805)
closed-day-item: — Le jeudi 23 mai (Fête de l'Ascension) ; (324, 477, 750, 498)
notice-ref: N° 74 - 787 3 octobre 1974 (1294, 525, 1803, 538)
table-header-cell: Liquid. générale 1er jour (350, 1612, 400, 1662)
notice-title: MARCHÉ HORS-COTE (940, 566, 1126, 583)
table-cell: 27 juin (626, 1805, 699, 1833)
table-cell: 27 mars (965, 435, 1287, 451)
table-row (779, 466, 1287, 483)
table-cell: 26 sept. (599, 1891, 626, 1919)
table-row (251, 1862, 760, 1891)
table-cell: 27 août (626, 1862, 699, 1891)
table-cell: 26 juin (599, 1805, 626, 1833)
notice-title: INTRODUCTION DE VALEURS SUR LE MARCHE OFFICIEL (341, 806, 670, 818)
effective-date-banner: Effet du 15 octobre 1974 (1396, 715, 1701, 734)
closed-days-list (324, 376, 750, 640)
closed-day-item: — Le lundi 15 juillet lendemain de la Fête Nationale du 14 juillet tombant un dimanche ; (324, 518, 750, 558)
table-cell: 20 sept. (350, 1891, 400, 1919)
notice-title: NEGOCIATION SUR LE MARCHE HORS-COTE SUIVANT LA PROCEDURE SPECIALE (799, 727, 1267, 739)
table-cell: 15 janvier 1975 (965, 356, 1287, 372)
table-cell: 19 août (303, 1862, 350, 1891)
table-cell: 30 janv. (626, 1662, 699, 1690)
closed-day-item: — Le jeudi 15 août (Fête de l'Assomption) ; (324, 559, 750, 579)
table-cell: 20 mai (303, 1776, 350, 1805)
table-cell: 28 mars (626, 1719, 699, 1748)
table-row (779, 387, 1287, 403)
table-header-cell: 5e jour (599, 1612, 626, 1662)
notice-title: AKTIEBOLAGET SVENSKA KULLAGERFABRIKEN - S.K.F. (1386, 759, 1711, 771)
table-cell: 29 avril (626, 1748, 699, 1776)
table-cell: 22 oct. (303, 1919, 350, 1948)
table-cell: 25 janv. (435, 1662, 512, 1690)
table-cell: 23 avril (399, 1748, 435, 1776)
table-cell: Octobre (251, 1919, 303, 1948)
table-row (779, 371, 1287, 387)
table-cell: 21 août (399, 1862, 435, 1891)
notice-title: CIRCULATION EN FRANCE DES TITRES NEERLANDAIS (876, 1089, 1190, 1101)
table-cell: 28 février (965, 403, 1287, 419)
table-row (779, 339, 1287, 356)
table-cell: 20 nov. (350, 1948, 400, 1960)
page-date: Lundi 2 Décembre 1974 (921, 140, 1089, 159)
table-row (779, 483, 1287, 499)
table-cell: 16 décembre 1974 - 30 décembre 1974 (779, 308, 965, 324)
table-header-cell: Reports (399, 1612, 435, 1662)
table-cell: 31 décembre (965, 339, 1287, 356)
sicovam-dates-table: Valeurs des Groupes 1 et Crié et des Groupes 2 et 3 compensé Date du dernier jour du dépôt compris entre Date de la dernière bourse donnant lieu à la négociation de l'avantage suscité 16 décembre 1974 - 30 décembre 1974 29 novembre 1974 31 décembre - 15 janvier 1975 13 décembre 16 janvier 1975 - 29 janvier 31 décembre 30 janvier - 14 février 15 janvier 1975 17 février - 28 février 31 janvier 3 mars - 14 mars 14 février 17 mars - 27 mars 28 février 1er avril - 14 avril 14 mars 15 avril - 23 avril 27 mars 25 avril - 15 mai 30 avril 16 mai - 30 mai 15 mai 2 juin - 13 juin 13 mai 16 juin - 27 juin 30 mai (778, 278, 1288, 515)
